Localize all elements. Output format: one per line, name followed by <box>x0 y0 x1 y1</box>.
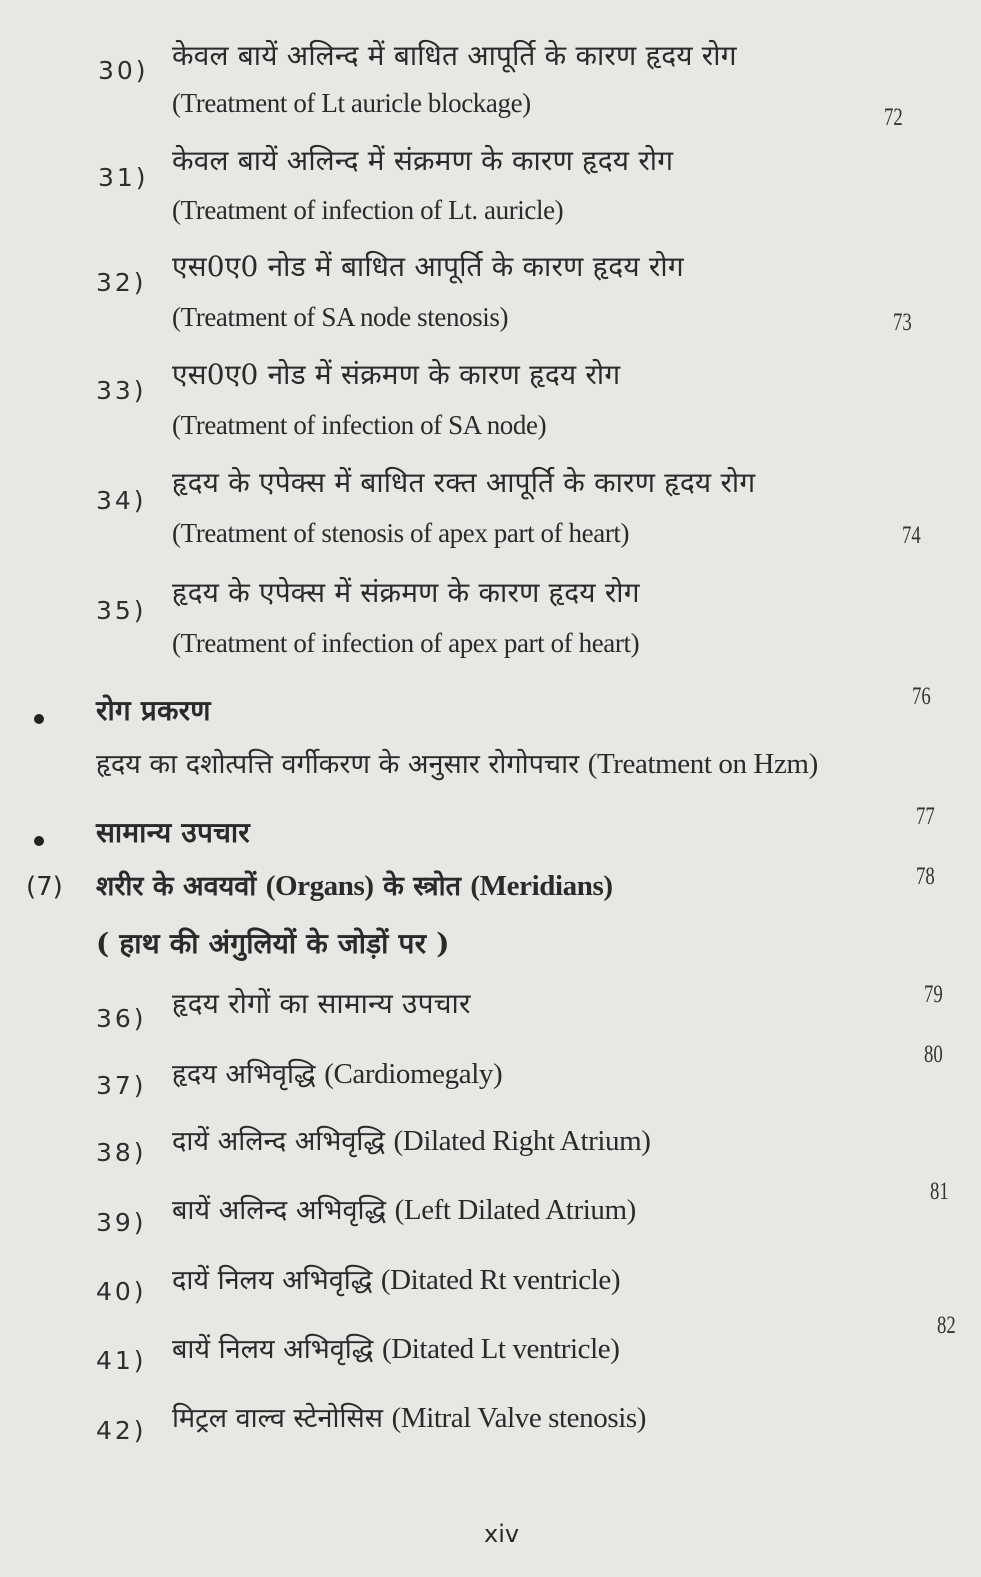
entry-title-hindi: हृदय रोगों का सामान्य उपचार <box>172 987 471 1020</box>
entry-title <box>172 1260 620 1297</box>
section-title-samanya: सामान्य उपचार <box>96 816 250 849</box>
entry-number: 37) <box>96 1071 147 1100</box>
entry-number: 32) <box>96 268 147 297</box>
entry-number: 36) <box>96 1004 147 1033</box>
entry-title-english: (Ditated Rt ventricle) <box>380 1264 621 1296</box>
entry-number: 31) <box>98 163 149 192</box>
page-number: 77 <box>916 803 935 830</box>
page-number: 73 <box>893 309 912 336</box>
page-number: 74 <box>902 522 921 549</box>
entry-title-english: (Dilated Right Atrium) <box>393 1125 651 1157</box>
rog-line-hindi: हृदय का दशोत्पत्ति वर्गीकरण के अनुसार रोगोपचार <box>96 749 580 780</box>
section-title-rog: रोग प्रकरण <box>96 694 211 727</box>
entry-title <box>172 1398 646 1435</box>
page-number: 76 <box>912 683 931 710</box>
page-number: 72 <box>884 104 903 131</box>
entry-number: 40) <box>96 1277 147 1306</box>
entry-title-hindi: केवल बायें अलिन्द में संक्रमण के कारण हृदय रोग <box>172 144 674 177</box>
entry-title-hindi: दायें निलय अभिवृद्धि <box>172 1265 373 1296</box>
bullet-icon <box>34 836 44 846</box>
entry-number: 34) <box>96 486 147 515</box>
entry-title-hindi: एस0ए0 नोड में बाधित आपूर्ति के कारण हृदय रोग <box>172 250 684 283</box>
entry-title-english: (Treatment of Lt auricle blockage) <box>172 88 531 118</box>
entry-title-english: (Left Dilated Atrium) <box>394 1194 636 1226</box>
section-number: (7) <box>26 872 63 902</box>
entry-title-hindi: दायें अलिन्द अभिवृद्धि <box>172 1126 385 1157</box>
bullet-icon <box>34 714 44 724</box>
entry-title-hindi: हृदय के एपेक्स में बाधित रक्त आपूर्ति के कारण हृदय रोग <box>172 466 756 499</box>
entry-title-english: (Treatment of infection of SA node) <box>172 410 547 440</box>
entry-title-english: (Mitral Valve stenosis) <box>391 1402 647 1434</box>
page-number: 78 <box>916 863 935 890</box>
page-number: 80 <box>924 1041 943 1068</box>
entry-number: 38) <box>96 1138 147 1167</box>
entry-number: 42) <box>96 1416 147 1445</box>
entry-title-english: (Cardiomegaly) <box>324 1058 503 1090</box>
entry-title-english: (Ditated Lt ventricle) <box>381 1333 620 1365</box>
entry-number: 41) <box>96 1346 147 1375</box>
entry-title-hindi: बायें अलिन्द अभिवृद्धि <box>172 1195 387 1226</box>
section-line-rog <box>96 744 818 781</box>
page-footer-number: xiv <box>484 1520 520 1548</box>
entry-title <box>172 1190 636 1227</box>
section-title-organs <box>96 866 613 903</box>
entry-number: 39) <box>96 1208 147 1237</box>
organs-title-part: (Meridians) <box>470 870 613 902</box>
entry-title-english: (Treatment of stenosis of apex part of heart) <box>172 518 630 548</box>
section-subtitle-organs: ( हाथ की अंगुलियों के जोड़ों पर ) <box>96 927 450 960</box>
organs-title-part: शरीर के अवयवों <box>96 871 257 902</box>
entry-title-english: (Treatment of infection of Lt. auricle) <box>172 195 564 225</box>
page-number: 82 <box>937 1312 956 1339</box>
entry-title-hindi: हृदय अभिवृद्धि <box>172 1059 316 1090</box>
entry-title-hindi: हृदय के एपेक्स में संक्रमण के कारण हृदय रोग <box>172 576 640 609</box>
entry-number: 30) <box>98 56 149 85</box>
entry-title <box>172 1054 502 1091</box>
organs-title-part: के स्त्रोत <box>383 871 461 902</box>
entry-title-hindi: बायें निलय अभिवृद्धि <box>172 1334 374 1365</box>
entry-title <box>172 1121 651 1158</box>
entry-title <box>172 1329 620 1366</box>
page-number: 79 <box>924 981 943 1008</box>
entry-number: 35) <box>96 596 147 625</box>
entry-title-english: (Treatment of infection of apex part of heart) <box>172 628 640 658</box>
rog-line-english: (Treatment on Hzm) <box>587 748 818 780</box>
entry-number: 33) <box>96 376 147 405</box>
entry-title-hindi: केवल बायें अलिन्द में बाधित आपूर्ति के कारण हृदय रोग <box>172 39 737 72</box>
entry-title-hindi: एस0ए0 नोड में संक्रमण के कारण हृदय रोग <box>172 358 621 391</box>
entry-title-hindi: मिट्रल वाल्व स्टेनोसिस <box>172 1403 383 1434</box>
entry-title-english: (Treatment of SA node stenosis) <box>172 302 509 332</box>
page-number: 81 <box>930 1178 949 1205</box>
organs-title-part: (Organs) <box>265 870 374 902</box>
